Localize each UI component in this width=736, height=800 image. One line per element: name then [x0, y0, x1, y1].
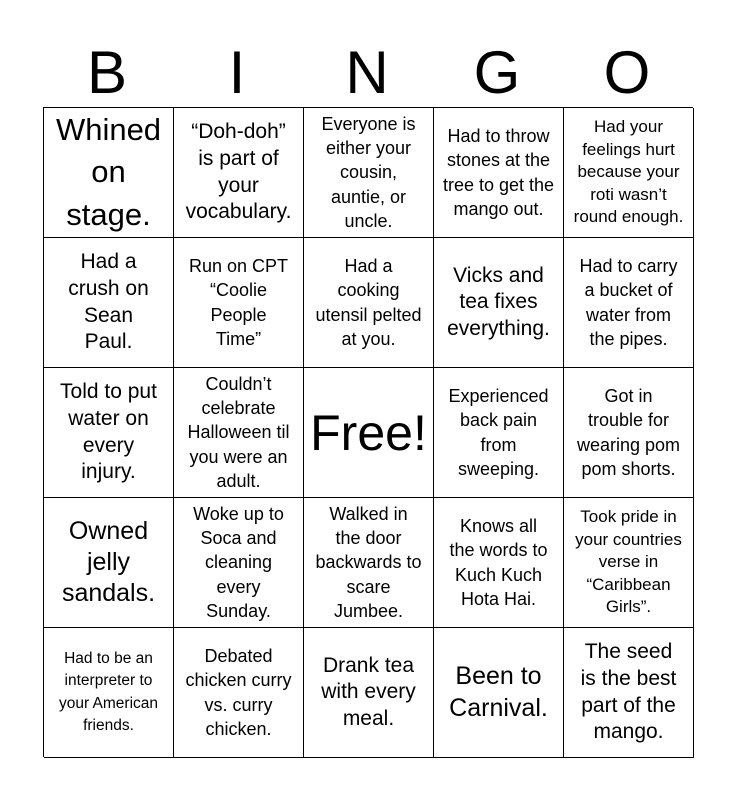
- header-letter-o: O: [603, 39, 651, 106]
- cell-text: Owned jelly sandals.: [61, 516, 156, 608]
- cell-text: Had to throw stones at the tree to get the mango out.: [442, 125, 555, 219]
- bingo-cell[interactable]: [174, 628, 304, 758]
- bingo-cell[interactable]: [564, 108, 694, 238]
- bingo-cell[interactable]: [434, 498, 564, 628]
- cell-text: Told to put water on every injury.: [60, 380, 157, 484]
- header-letter-n: N: [345, 39, 389, 106]
- bingo-cell[interactable]: [44, 238, 174, 368]
- bingo-cell[interactable]: [174, 238, 304, 368]
- header-letter-i: I: [228, 39, 246, 106]
- bingo-cell[interactable]: [304, 628, 434, 758]
- bingo-card-grid: [43, 107, 693, 757]
- bingo-cell[interactable]: [434, 368, 564, 498]
- cell-text: Drank tea with every meal.: [321, 653, 416, 730]
- cell-text: Had a crush on Sean Paul.: [68, 250, 149, 354]
- cell-text: Everyone is either your cousin, auntie, or uncle.: [321, 113, 416, 231]
- cell-text: Vicks and tea fixes everything.: [447, 263, 550, 340]
- header-letter-g: G: [473, 39, 521, 106]
- cell-text: The seed is the best part of the mango.: [580, 640, 677, 744]
- bingo-cell[interactable]: [434, 238, 564, 368]
- cell-text: Had your feelings hurt because your roti wasn’t round enough.: [573, 116, 684, 227]
- header-letter-b: B: [86, 39, 128, 106]
- cell-text: Couldn’t celebrate Halloween til you were an adult.: [187, 373, 290, 491]
- cell-text: Woke up to Soca and cleaning every Sunday.: [193, 503, 284, 621]
- cell-text: “Doh-doh” is part of your vocabulary.: [185, 120, 292, 224]
- cell-text: Got in trouble for wearing pom pom shorts.: [576, 385, 681, 479]
- free-space-cell[interactable]: [304, 368, 434, 498]
- cell-text: Debated chicken curry vs. curry chicken.: [185, 645, 292, 739]
- cell-text: Took pride in your countries verse in “Caribbean Girls”.: [575, 506, 682, 617]
- cell-text: Been to Carnival.: [449, 662, 548, 722]
- cell-text: Experienced back pain from sweeping.: [448, 385, 549, 479]
- bingo-header: [42, 38, 694, 108]
- bingo-cell[interactable]: [174, 108, 304, 238]
- bingo-cell[interactable]: [564, 368, 694, 498]
- bingo-cell[interactable]: [174, 368, 304, 498]
- cell-text: Walked in the door backwards to scare Jumbee.: [315, 503, 422, 621]
- bingo-cell[interactable]: [174, 498, 304, 628]
- bingo-cell[interactable]: [434, 628, 564, 758]
- bingo-cell[interactable]: [564, 238, 694, 368]
- bingo-cell[interactable]: [304, 238, 434, 368]
- bingo-cell[interactable]: [44, 628, 174, 758]
- bingo-cell[interactable]: [304, 108, 434, 238]
- bingo-cell[interactable]: [44, 498, 174, 628]
- cell-text: Run on CPT “Coolie People Time”: [188, 255, 289, 349]
- cell-text: Had a cooking utensil pelted at you.: [315, 255, 422, 349]
- bingo-cell[interactable]: [304, 498, 434, 628]
- bingo-cell[interactable]: [44, 368, 174, 498]
- cell-text: Whined on stage.: [55, 112, 162, 232]
- bingo-cell[interactable]: [564, 498, 694, 628]
- free-space-label: Free!: [310, 404, 427, 461]
- bingo-cell[interactable]: [564, 628, 694, 758]
- cell-text: Knows all the words to Kuch Kuch Hota Hai.: [449, 515, 548, 609]
- cell-text: Had to carry a bucket of water from the pipes.: [579, 255, 678, 349]
- bingo-cell[interactable]: [434, 108, 564, 238]
- bingo-cell[interactable]: [44, 108, 174, 238]
- cell-text: Had to be an interpreter to your American friends.: [58, 649, 159, 734]
